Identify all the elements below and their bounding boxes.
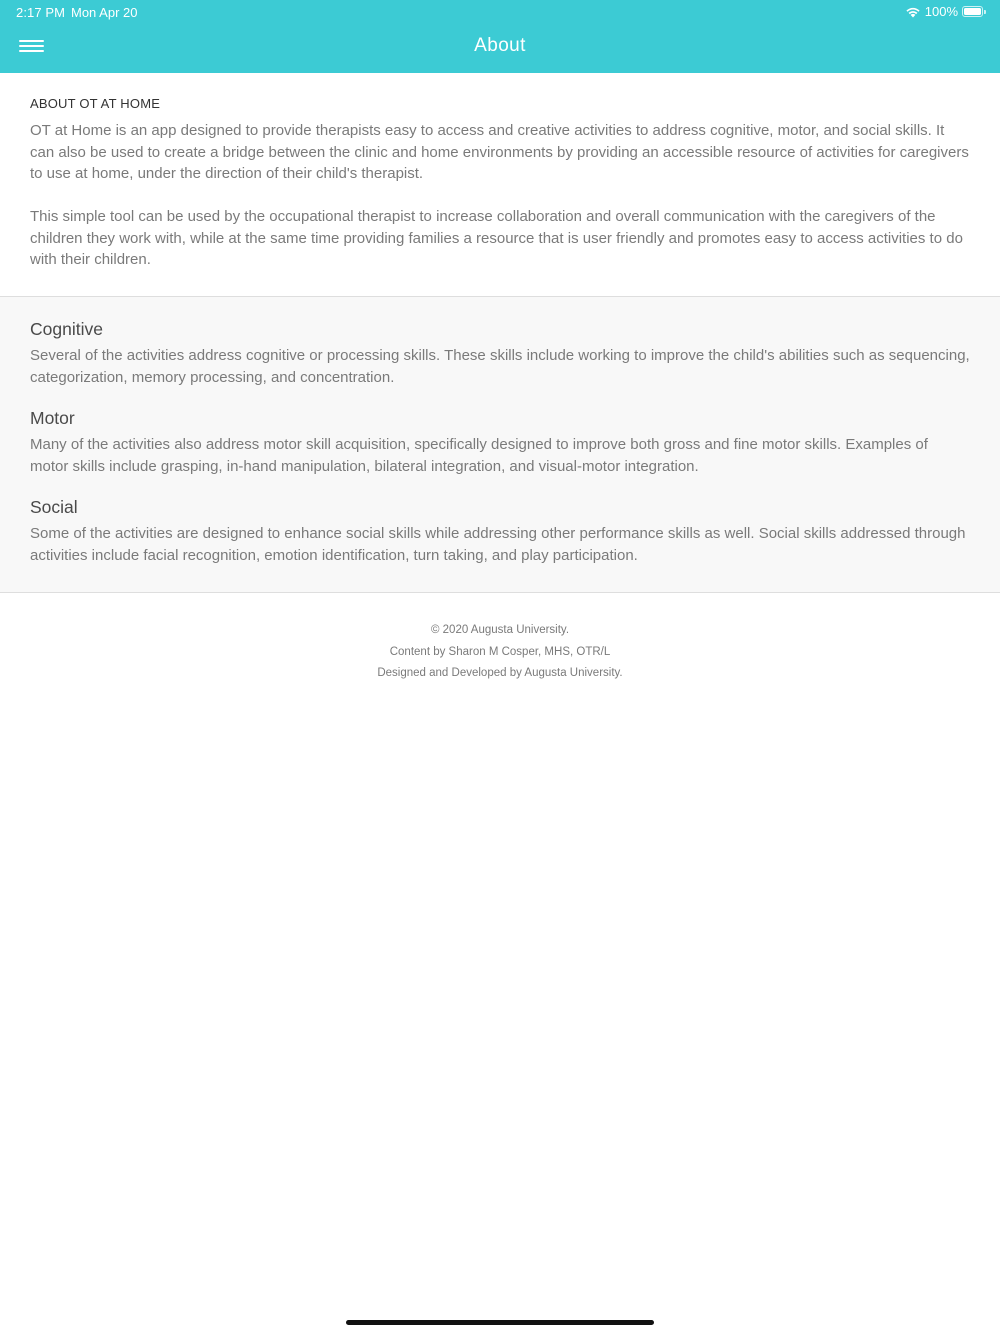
about-heading: ABOUT OT AT HOME [30, 96, 161, 111]
skill-description: Many of the activities also address motor skill acquisition, specifically designed to improve both gross and fine motor skills. Examples of motor skills include grasping, in-hand manipulation, bilateral integration, and visual-motor integration. [30, 436, 928, 475]
skill-title: Motor [30, 408, 75, 428]
skill-cognitive [30, 319, 970, 388]
skills-section [0, 297, 1000, 593]
battery-percentage: 100% [924, 4, 958, 19]
skill-title: Social [30, 497, 78, 517]
skill-description: Some of the activities are designed to enhance social skills while addressing other performance skills as well. Social skills addressed through activities include facial recognition, emotion identification, turn taking, and play participation. [30, 525, 966, 564]
nav-bar [0, 0, 1000, 73]
status-time: 2:17 PM [16, 5, 66, 20]
battery-level [964, 8, 981, 15]
skill-motor [30, 408, 970, 477]
footer [0, 620, 1000, 685]
footer-content-credit: Content by Sharon M Cosper, MHS, OTR/L [389, 645, 611, 658]
skill-social [30, 497, 970, 566]
footer-developer-credit: Designed and Developed by Augusta University. [377, 667, 623, 679]
page-title: About [474, 35, 526, 56]
status-indicators [905, 4, 986, 19]
status-date: Mon Apr 20 [71, 5, 138, 20]
home-indicator[interactable] [346, 1320, 654, 1325]
status-bar [0, 0, 1000, 24]
about-paragraph: OT at Home is an app designed to provide therapists easy to access and creative activities to address cognitive, motor, and social skills. It can also be used to create a bridge between the clinic and home environments by providing an accessible resource of activities for caregivers to use at home, under the direction of their child's therapist. [30, 122, 969, 182]
skill-title: Cognitive [30, 319, 103, 339]
about-paragraph: This simple tool can be used by the occupational therapist to increase collaboration and overall communication with the caregivers of the children they work with, while at the same time providing families a resource that is user friendly and promotes easy to access activities to do with their children. [30, 208, 963, 268]
battery-icon [962, 6, 986, 18]
about-section [0, 73, 1000, 297]
skill-description: Several of the activities address cognitive or processing skills. These skills include working to improve the child's abilities such as sequencing, categorization, memory processing, and concentration. [30, 347, 970, 386]
footer-copyright: © 2020 Augusta University. [430, 624, 570, 636]
wifi-icon [905, 6, 921, 18]
